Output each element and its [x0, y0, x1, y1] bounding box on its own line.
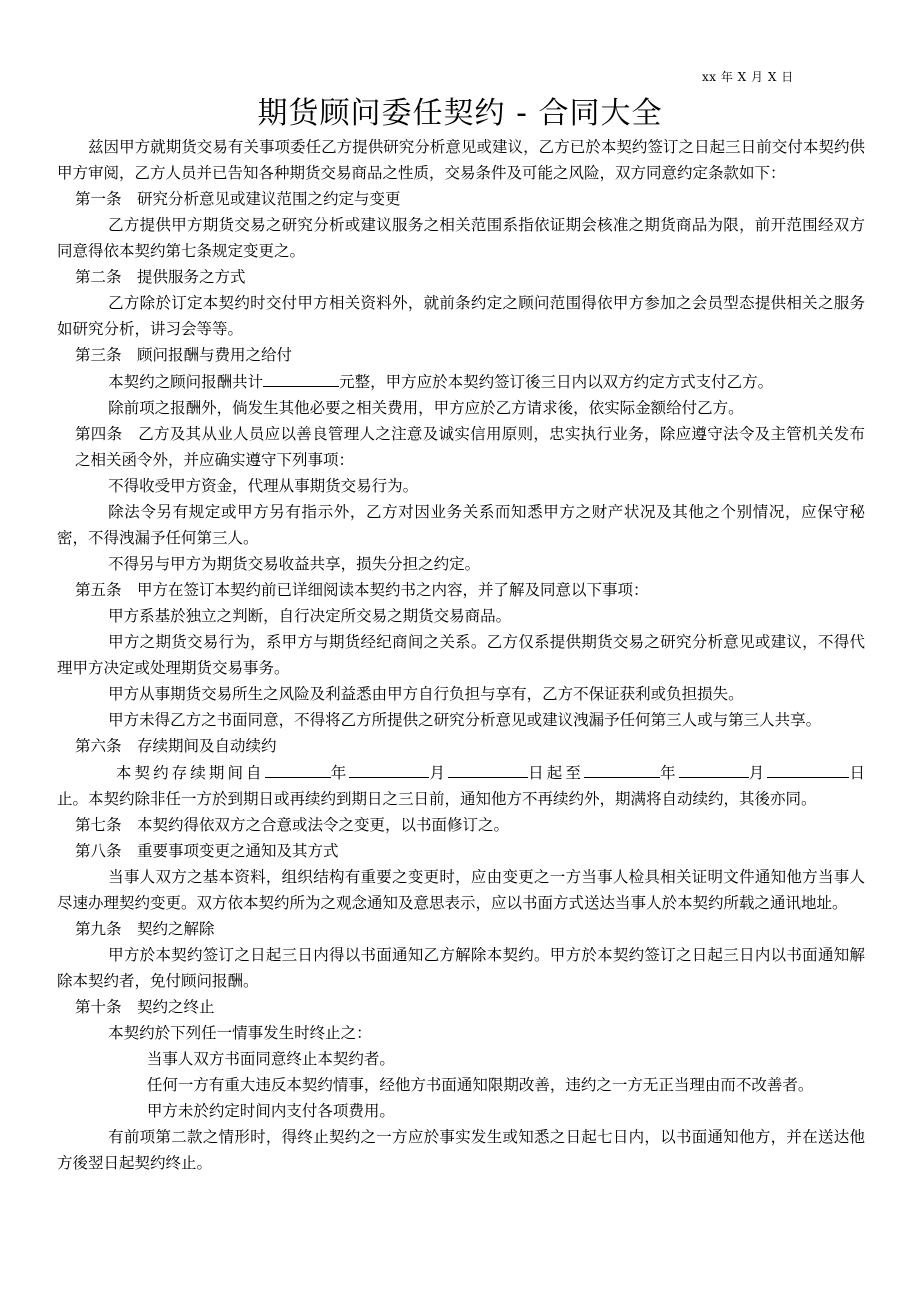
- article-3-paragraph-1: [57, 368, 865, 395]
- term-year2-label: 年: [659, 764, 679, 782]
- article-1-paragraph: 乙方提供甲方期货交易之研究分析或建议服务之相关范围系指依证期会核准之期货商品为限，前开范围经双方同意得依本契约第七条规定变更之。: [57, 216, 865, 260]
- article-6-paragraph: [57, 759, 865, 812]
- start-year-blank[interactable]: [265, 759, 331, 778]
- document-date: xx 年 X 月 X 日: [702, 70, 794, 84]
- end-day-blank[interactable]: [767, 759, 849, 778]
- article-5-item-2: 甲方之期货交易行为，系甲方与期货经纪商间之关系。乙方仅系提供期货交易之研究分析意见或建议，不得代理甲方决定或处理期货交易事务。: [57, 633, 865, 677]
- term-month-label: 月: [429, 764, 449, 782]
- article-4-item-2: 除法令另有规定或甲方另有指示外，乙方对因业务关系而知悉甲方之财产状况及其他之个别情况，应保守秘密，不得洩漏予任何第三人。: [57, 503, 865, 547]
- fee-text-prefix: 本契约之顾问报酬共计: [108, 373, 264, 391]
- fee-amount-blank[interactable]: [263, 368, 339, 387]
- article-8-title: 第八条 重要事项变更之通知及其方式: [75, 842, 339, 860]
- document-body: [57, 134, 865, 1176]
- article-3-paragraph-2: 除前项之报酬外，倘发生其他必要之相关费用，甲方应於乙方请求後，依实际金额给付乙方。: [108, 399, 744, 417]
- document-title: 期货顾问委任契约 - 合同大全: [257, 96, 663, 131]
- fee-text-suffix: 元整，甲方应於本契约签订後三日内以双方约定方式支付乙方。: [339, 373, 774, 391]
- article-2-paragraph: 乙方除於订定本契约时交付甲方相关资料外，就前条约定之顾问范围得依甲方参加之会员型态提供相关之服务如研究分析，讲习会等等。: [57, 294, 865, 338]
- article-6-title: 第六条 存续期间及自动续约: [75, 737, 277, 755]
- intro-paragraph: 兹因甲方就期货交易有关事项委任乙方提供研究分析意见或建议，乙方已於本契约签订之日起三日前交付本契约供甲方审阅，乙方人员并已告知各种期货交易商品之性质，交易条件及可能之风险，双方同意约定条款如下：: [57, 138, 865, 182]
- article-9-paragraph: 甲方於本契约签订之日起三日内得以书面通知乙方解除本契约。甲方於本契约签订之日起三日内以书面通知解除本契约者，免付顾问报酬。: [57, 946, 865, 990]
- end-year-blank[interactable]: [584, 759, 660, 778]
- article-3-title: 第三条 顾问报酬与费用之给付: [75, 346, 293, 364]
- article-2-title: 第二条 提供服务之方式: [75, 268, 246, 286]
- article-4-title: 第四条 乙方及其从业人员应以善良管理人之注意及诚实信用原则，忠实执行业务，除应遵守法令及主管机关发布之相关函令外，并应确实遵守下列事项：: [75, 425, 865, 469]
- article-5-title: 第五条 甲方在签订本契约前已详细阅读本契约书之内容，并了解及同意以下事项：: [75, 581, 649, 599]
- article-10-paragraph-1: 本契约於下列任一情事发生时终止之：: [108, 1024, 372, 1042]
- article-10-item-2: 任何一方有重大违反本契约情事，经他方书面通知限期改善，违约之一方无正当理由而不改善者。: [146, 1076, 814, 1094]
- term-from-label: 日起至: [528, 764, 584, 782]
- start-month-blank[interactable]: [349, 759, 429, 778]
- term-prefix: 本契约存续期间自: [115, 764, 265, 782]
- article-10-title: 第十条 契约之终止: [75, 998, 215, 1016]
- article-5-item-3: 甲方从事期货交易所生之风险及利益悉由甲方自行负担与享有，乙方不保证获利或负担损失。: [108, 685, 744, 703]
- article-4-item-1: 不得收受甲方资金，代理从事期货交易行为。: [108, 477, 419, 495]
- article-9-title: 第九条 契约之解除: [75, 920, 215, 938]
- article-5-item-1: 甲方系基於独立之判断，自行决定所交易之期货交易商品。: [108, 607, 512, 625]
- start-day-blank[interactable]: [448, 759, 528, 778]
- article-7-title: 第七条 本契约得依双方之合意或法令之变更，以书面修订之。: [75, 816, 510, 834]
- term-month2-label: 月: [748, 764, 768, 782]
- article-1-title: 第一条 研究分析意见或建议范围之约定与变更: [75, 190, 401, 208]
- article-10-item-3: 甲方未於约定时间内支付各项费用。: [146, 1102, 395, 1120]
- term-year-label: 年: [330, 764, 350, 782]
- term-suffix: 日止。本契约除非任一方於到期日或再续约到期日之三日前，通知他方不再续约外，期满将自动续约，其後亦同。: [57, 764, 865, 808]
- end-month-blank[interactable]: [679, 759, 749, 778]
- article-4-item-3: 不得另与甲方为期货交易收益共享，损失分担之约定。: [108, 555, 481, 573]
- article-10-paragraph-2: 有前项第二款之情形时，得终止契约之一方应於事实发生或知悉之日起七日内，以书面通知他方，并在送达他方後翌日起契约终止。: [57, 1128, 865, 1172]
- article-5-item-4: 甲方未得乙方之书面同意，不得将乙方所提供之研究分析意见或建议洩漏予任何第三人或与第三人共享。: [108, 711, 822, 729]
- article-10-item-1: 当事人双方书面同意终止本契约者。: [146, 1050, 395, 1068]
- article-8-paragraph: 当事人双方之基本资料，组织结构有重要之变更时，应由变更之一方当事人检具相关证明文件通知他方当事人尽速办理契约变更。双方依本契约所为之观念通知及意思表示，应以书面方式送达当事人於本契约所载之通讯地址。: [57, 868, 865, 912]
